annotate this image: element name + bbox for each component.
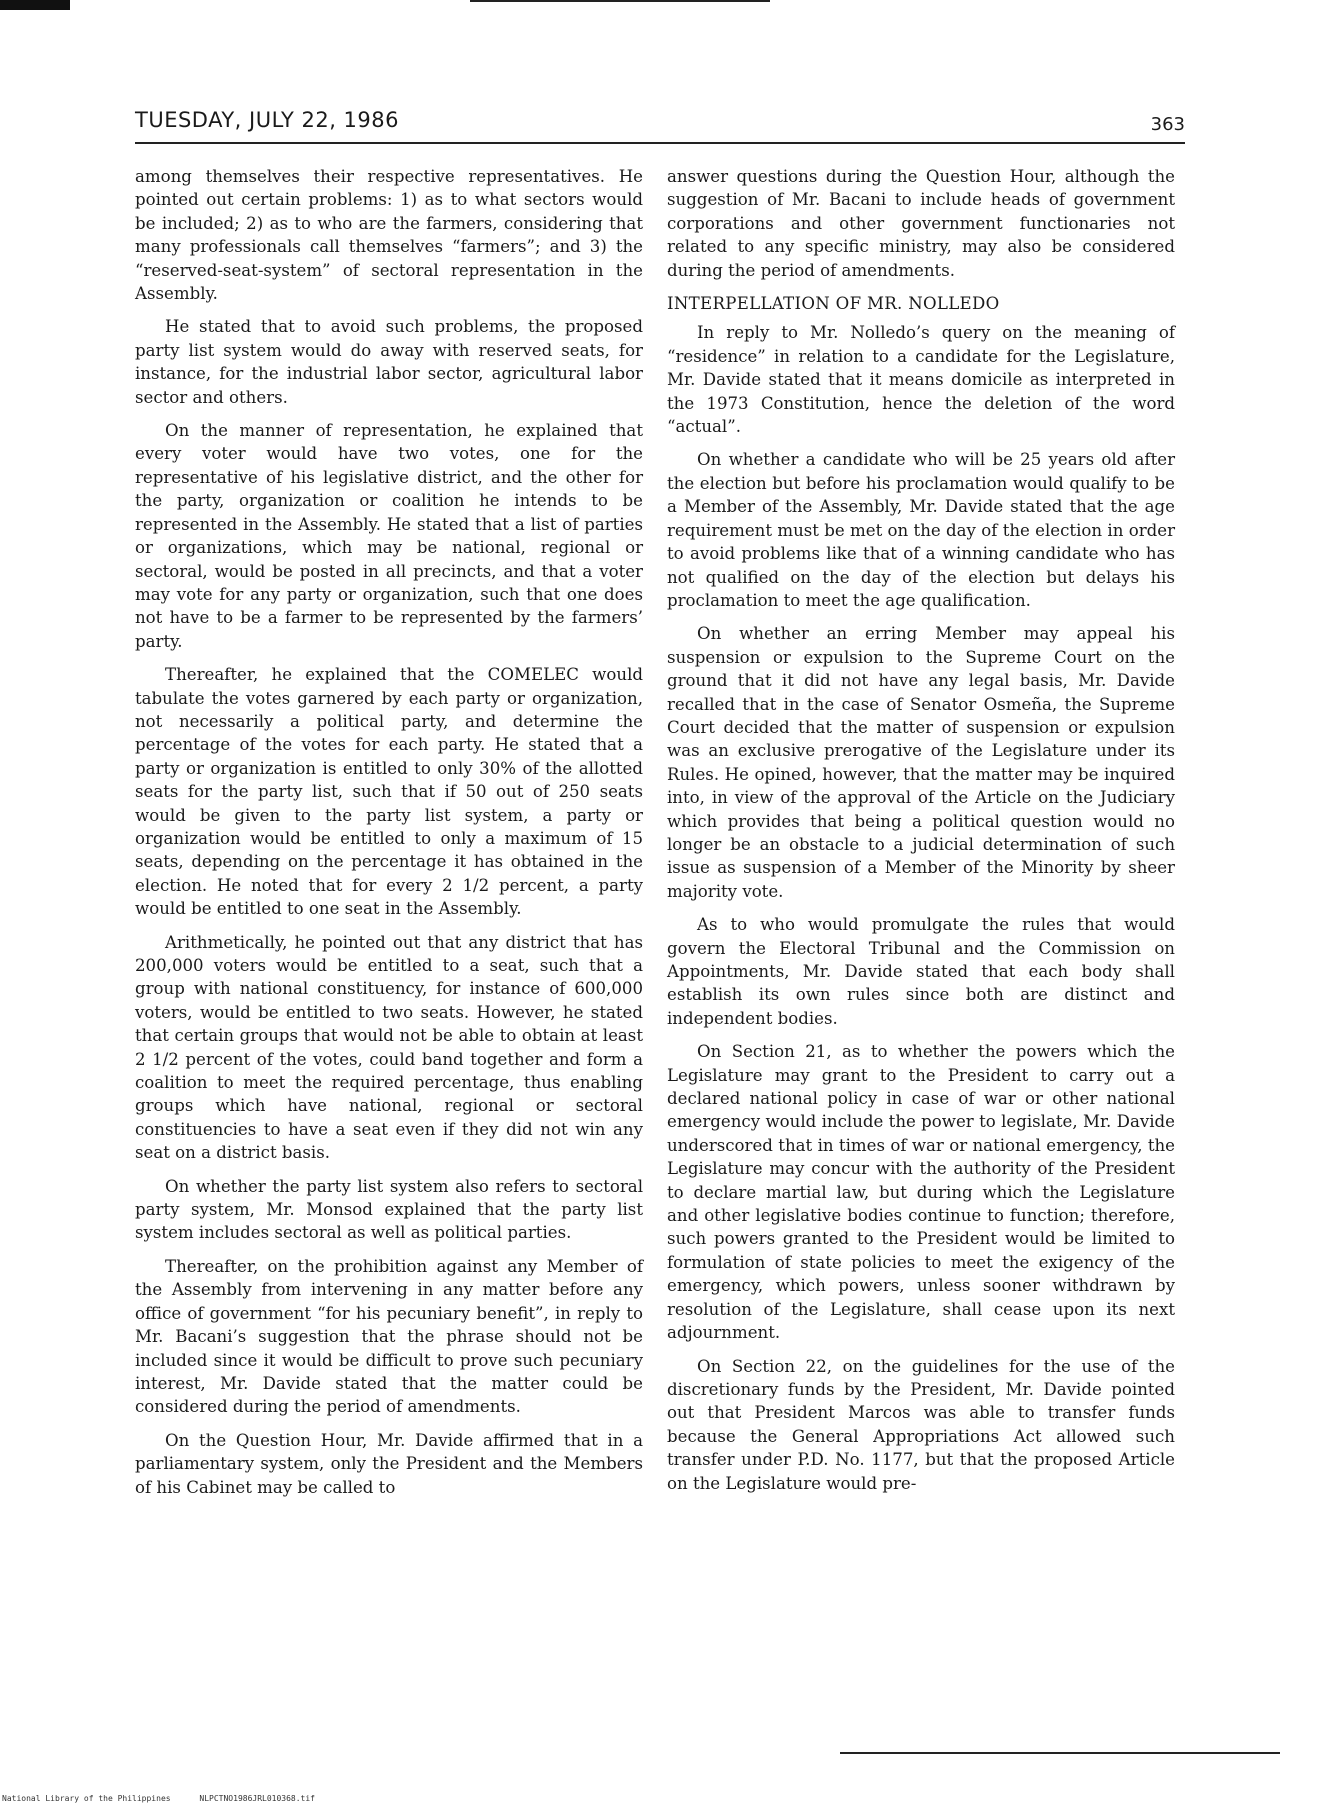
page-number: 363 [1150, 114, 1185, 135]
paragraph: On whether an erring Member may appeal his suspension or expulsion to the Supreme Court on the ground that it did not have any legal basis, Mr. Davide recalled that in the case of Senator Osmeña, the Supreme Court decided that the matter of suspension or expulsion was an exclusive prerogative of the Legislature under its Rules. He opined, however, that the matter may be inquired into, in view of the approval of the Article on the Judiciary which provides that being a political question would no longer be an obstacle to a judicial determination of such issue as suspension of a Member of the Minority by sheer majority vote. [667, 624, 1175, 901]
paragraph: On the Question Hour, Mr. Davide affirmed that in a parliamentary system, only the President and the Members of his Cabinet may be called to [135, 1430, 643, 1497]
paragraph: He stated that to avoid such problems, the proposed party list system would do away with reserved seats, for instance, for the industrial labor sector, agricultural labor sector and others. [135, 317, 643, 407]
footer-library: National Library of the Philippines [2, 1794, 171, 1803]
right-column [667, 165, 1175, 1505]
paragraph: answer questions during the Question Hour, although the suggestion of Mr. Bacani to include heads of government corporations and other government functionaries not related to any specific ministry, may also be considered during the period of amendments. [667, 167, 1175, 280]
page-header [135, 108, 1185, 142]
paragraph: Thereafter, he explained that the COMELEC would tabulate the votes garnered by each party or organization, not necessarily a political party, and determine the percentage of the votes for each party. He stated that a party or organization is entitled to only 30% of the allotted seats for the party list, such that if 50 out of 250 seats would be given to the party list system, a party or organization would be entitled to only a maximum of 15 seats, depending on the percentage it has obtained in the election. He noted that for every 2 1/2 percent, a party would be entitled to one seat in the Assembly. [135, 665, 643, 919]
bottom-rule [840, 1752, 1280, 1754]
section-heading: INTERPELLATION OF MR. NOLLEDO [667, 294, 1000, 314]
top-rule [470, 0, 770, 2]
paragraph: On the manner of representation, he explained that every voter would have two votes, one for the representative of his legislative district, and the other for the party, organization or coalition he intends to be represented in the Assembly. He stated that a list of parties or organizations, which may be national, regional or sectoral, would be posted in all precincts, and that a voter may vote for any party or organization, such that one does not have to be a farmer to be represented by the farmers’ party. [135, 421, 643, 651]
paragraph: In reply to Mr. Nolledo’s query on the meaning of “residence” in relation to a candidate for the Legislature, Mr. Davide stated that it means domicile as interpreted in the 1973 Constitution, hence the deletion of the word “actual”. [667, 323, 1175, 437]
header-rule [135, 142, 1185, 144]
paragraph: On Section 21, as to whether the powers which the Legislature may grant to the President to carry out a declared national policy in case of war or other national emergency would include the power to legislate, Mr. Davide underscored that in times of war or national emergency, the Legislature may concur with the authority of the President to declare martial law, but during which the Legislature and other legislative bodies continue to function; therefore, such powers granted to the President would be limited to formulation of state policies to meet the exigency of the emergency, which powers, unless sooner withdrawn by resolution of the Legislature, shall cease upon its next adjournment. [667, 1042, 1175, 1343]
footer-file-id: NLPCTNO1986JRL010368.tif [199, 1794, 315, 1803]
paragraph: As to who would promulgate the rules that would govern the Electoral Tribunal and the Commission on Appointments, Mr. Davide stated that each body shall establish its own rules since both are distinct and independent bodies. [667, 915, 1175, 1028]
header-date: TUESDAY, JULY 22, 1986 [135, 108, 400, 132]
paragraph: On Section 22, on the guidelines for the use of the discretionary funds by the President, Mr. Davide pointed out that President Marcos was able to transfer funds because the General Appropriations Act allowed such transfer under P.D. No. 1177, but that the proposed Article on the Legislature would pre- [667, 1356, 1175, 1493]
paragraph: Arithmetically, he pointed out that any district that has 200,000 voters would be entitled to a seat, such that a group with national constituency, for instance of 600,000 voters, would be entitled to two seats. However, he stated that certain groups that would not be able to obtain at least 2 1/2 percent of the votes, could band together and form a coalition to meet the required percentage, thus enabling groups which have national, regional or sectoral constituencies to have a seat even if they did not win any seat on a district basis. [135, 932, 643, 1163]
paragraph: among themselves their respective representatives. He pointed out certain problems: 1) as to what sectors would be included; 2) as to who are the farmers, considering that many professionals call themselves “farmers”; and 3) the “reserved-seat-system” of sectoral representation in the Assembly. [135, 167, 643, 304]
paragraph: Thereafter, on the prohibition against any Member of the Assembly from intervening in any matter before any office of government “for his pecuniary benefit”, in reply to Mr. Bacani’s suggestion that the phrase should not be included since it would be difficult to prove such pecuniary interest, Mr. Davide stated that the matter could be considered during the period of amendments. [135, 1256, 643, 1417]
paragraph: On whether the party list system also refers to sectoral party system, Mr. Monsod explained that the party list system includes sectoral as well as political parties. [135, 1176, 643, 1243]
paragraph: On whether a candidate who will be 25 years old after the election but before his proclamation would qualify to be a Member of the Assembly, Mr. Davide stated that the age requirement must be met on the day of the election in order to avoid problems like that of a winning candidate who has not qualified on the day of the election but delays his proclamation to meet the age qualification. [667, 450, 1175, 610]
scan-footer [2, 1794, 339, 1803]
scan-mark [0, 0, 70, 10]
left-column [135, 165, 643, 1509]
